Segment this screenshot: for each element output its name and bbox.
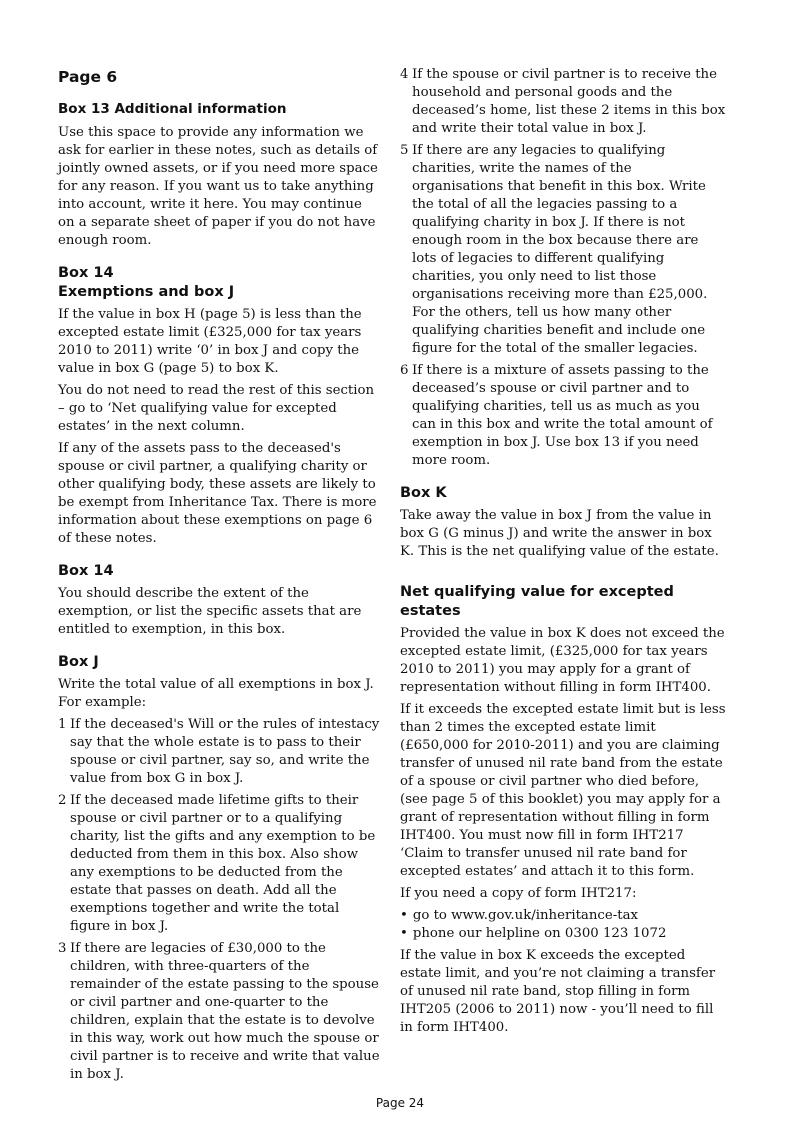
box14-heading-line1: Box 14	[58, 265, 114, 281]
list-item-number: 3	[58, 941, 67, 956]
list-item-text: If there are any legacies to qualifying charities, write the names of the organisations that benefit in this box. Write the total of all the legacies passing to a qualifying charity in box J. If there is not enough room in the box because there are lots of legacies to different qualifying charities, you only need to list those organisations receiving more than £25,000. For the others, tell us how many other qualifying charities benefit and include one figure for the total of the smaller legacies.	[412, 143, 708, 356]
list-item-text: If the deceased's Will or the rules of intestacy say that the whole estate is to pass to their spouse or civil partner, say so, and write the value from box G in box J.	[70, 717, 380, 786]
list-item-text: If there is a mixture of assets passing to the deceased’s spouse or civil partner and to qualifying charities, tell us as much as you can in this box and write the total amount of exemption in box J. Use box 13 if you need more room.	[412, 363, 713, 468]
list-item-number: 6	[400, 363, 409, 378]
list-item-text: If the spouse or civil partner is to receive the household and personal goods and the deceased’s home, list these 2 items in this box and write their total value in box J.	[412, 67, 726, 136]
list-item-helpline: • phone our helpline on 0300 123 1072	[400, 925, 726, 943]
box14-exemptions-section	[58, 264, 380, 548]
list-item	[58, 940, 380, 1084]
boxj-heading: Box J	[58, 654, 99, 670]
box13-section	[58, 100, 380, 250]
boxk-section	[400, 484, 726, 561]
net-qualifying-section	[400, 583, 726, 1037]
net-paragraph-2: If it exceeds the excepted estate limit but is less than 2 times the excepted estate limit (£650,000 for 2010-2011) and you are claiming transfer of unused nil rate band from the estate of a spouse or civil partner who died before, (see page 5 of this booklet) you may apply for a grant of representation without filling in form IHT400. You must now fill in form IHT217 ‘Claim to transfer unused nil rate band for excepted estates’ and attach it to this form.	[400, 702, 726, 879]
list-item-number: 4	[400, 67, 409, 82]
list-item-text: If the deceased made lifetime gifts to their spouse or civil partner or to a qualifying charity, list the gifts and any exemption to be deducted from them in this box. Also show any exemptions to be deducted from the estate that passes on death. Add all the exemptions together and write the total figure in box J.	[70, 793, 376, 934]
box14-paragraph-2: You do not need to read the rest of this section – go to ‘Net qualifying value for excepted estates’ in the next column.	[58, 383, 375, 434]
boxj-section	[58, 653, 380, 1084]
page-heading: Page 6	[58, 68, 118, 86]
box14-heading-line2: Exemptions and box J	[58, 284, 235, 300]
list-item-text: If there are legacies of £30,000 to the children, with three-quarters of the remainder of the estate passing to the spouse or civil partner and one-quarter to the children, explain that the estate is to devolve in this way, work out how much the spouse or civil partner is to receive and write that value in box J.	[70, 941, 380, 1082]
box13-heading: Box 13 Additional information	[58, 101, 287, 117]
left-column	[58, 66, 380, 1098]
boxj-intro: Write the total value of all exemptions in box J. For example:	[58, 677, 374, 710]
net-paragraph-1: Provided the value in box K does not exceed the excepted estate limit, (£325,000 for tax years 2010 to 2011) you may apply for a grant of representation without filling in form IHT400.	[400, 626, 725, 695]
box14-describe-heading: Box 14	[58, 563, 114, 579]
page-number: Page 24	[375, 1096, 425, 1110]
right-column	[400, 66, 726, 1051]
boxk-heading: Box K	[400, 485, 447, 501]
list-item-number: 1	[58, 717, 67, 732]
box13-paragraph: Use this space to provide any information we ask for earlier in these notes, such as details of jointly owned assets, or if you need more space for any reason. If you want us to take anything into account, write it here. You may continue on a separate sheet of paper if you do not have enough room.	[58, 125, 378, 248]
ordering-options-list	[400, 907, 726, 943]
list-item	[400, 142, 726, 358]
list-item-website: • go to www.gov.uk/inheritance-tax	[400, 907, 726, 925]
boxj-continued-list	[400, 66, 726, 470]
box14-paragraph-3: If any of the assets pass to the deceased's spouse or civil partner, a qualifying charity or other qualifying body, these assets are likely to be exempt from Inheritance Tax. There is more information about these exemptions on page 6 of these notes.	[58, 441, 377, 546]
list-item	[58, 716, 380, 788]
list-item-number: 2	[58, 793, 67, 808]
net-qualifying-heading: Net qualifying value for excepted estates	[400, 584, 674, 619]
box14-describe-paragraph: You should describe the extent of the exemption, or list the specific assets that are entitled to exemption, in this box.	[58, 586, 362, 637]
list-item	[400, 362, 726, 470]
box14-paragraph-1: If the value in box H (page 5) is less than the excepted estate limit (£325,000 for tax years 2010 to 2011) write ‘0’ in box J and copy the value in box G (page 5) to box K.	[58, 307, 362, 376]
box14-heading	[58, 264, 380, 302]
boxk-paragraph: Take away the value in box J from the value in box G (G minus J) and write the answer in box K. This is the net qualifying value of the estate.	[400, 508, 719, 559]
list-item	[400, 66, 726, 138]
list-item-number: 5	[400, 143, 409, 158]
list-item	[58, 792, 380, 936]
net-paragraph-3: If you need a copy of form IHT217:	[400, 886, 637, 901]
box14-describe-section	[58, 562, 380, 639]
net-paragraph-4: If the value in box K exceeds the excepted estate limit, and you’re not claiming a transfer of unused nil rate band, stop filling in form IHT205 (2006 to 2011) now - you’ll need to fill in form IHT400.	[400, 948, 716, 1035]
